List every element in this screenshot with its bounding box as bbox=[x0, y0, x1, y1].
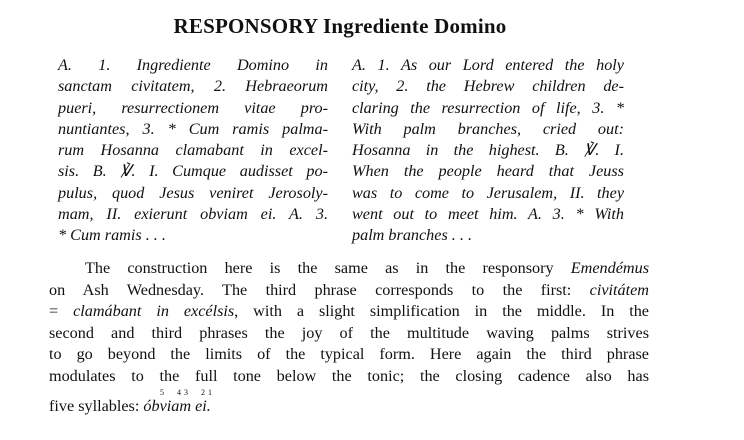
english-line: palm branches . . . bbox=[352, 226, 473, 245]
latin-line: sanctam civitatem, 2. Hebraeorum bbox=[58, 77, 328, 96]
latin-line: nuntiantes, 3. * Cum ramis palma- bbox=[58, 119, 328, 138]
english-translation-column bbox=[352, 55, 624, 247]
english-line: A. 1. As our Lord entered the holy bbox=[352, 56, 624, 74]
page-title: RESPONSORY Ingrediente Domino bbox=[173, 14, 507, 38]
commentary-line: to go beyond the limits of the typical form. Here again the third phrase bbox=[49, 345, 649, 363]
commentary-italic: civitátem bbox=[589, 280, 649, 299]
latin-line: rum Hosanna clamabant in excel- bbox=[58, 141, 328, 160]
commentary-italic: óbviam ei. bbox=[143, 397, 211, 415]
commentary-line bbox=[49, 258, 649, 280]
commentary-text: The construction here is the same as in the responsory bbox=[85, 259, 571, 277]
commentary-text: = bbox=[49, 302, 74, 320]
syllable-number-marks: 5 4 3 2 1 bbox=[160, 388, 213, 397]
english-line: was to come to Jerusalem, II. they bbox=[352, 183, 624, 202]
commentary-text: , with a slight simplification in the middle. In the bbox=[234, 302, 649, 320]
english-line: With palm branches, cried out: bbox=[352, 119, 624, 138]
latin-line: A. 1. Ingrediente Domino in bbox=[58, 56, 328, 74]
commentary-line: modulates to the full tone below the tonic; the closing cadence also has bbox=[49, 366, 649, 385]
commentary-line bbox=[49, 396, 649, 418]
commentary-italic: Emendémus bbox=[570, 259, 649, 277]
english-line: When the people heard that Jeuss bbox=[352, 162, 624, 181]
commentary-line bbox=[49, 280, 649, 302]
english-line: went out to meet him. A. 3. * With bbox=[352, 205, 624, 224]
english-line: city, 2. the Hebrew children de- bbox=[352, 77, 624, 96]
latin-line: sis. B. ℣. I. Cumque audisset po- bbox=[58, 162, 328, 181]
commentary-line: second and third phrases the joy of the multitude waving palms strives bbox=[49, 323, 649, 342]
latin-line: * Cum ramis . . . bbox=[58, 226, 166, 245]
latin-line: pulus, quod Jesus veniret Jerosoly- bbox=[58, 183, 328, 202]
latin-text-column bbox=[58, 55, 328, 247]
commentary-line bbox=[49, 301, 649, 323]
latin-line: pueri, resurrectionem vitae pro- bbox=[58, 98, 328, 117]
latin-line: mam, II. exierunt obviam ei. A. 3. bbox=[58, 205, 328, 224]
commentary-paragraph bbox=[49, 258, 649, 418]
commentary-text: five syllables: bbox=[49, 397, 144, 415]
english-line: claring the resurrection of life, 3. * bbox=[352, 98, 624, 117]
commentary-italic: clamábant in excélsis bbox=[73, 302, 235, 320]
commentary-text: on Ash Wednesday. The third phrase corresponds to the first: bbox=[49, 280, 590, 299]
english-line: Hosanna in the highest. B. ℣. I. bbox=[352, 141, 624, 160]
